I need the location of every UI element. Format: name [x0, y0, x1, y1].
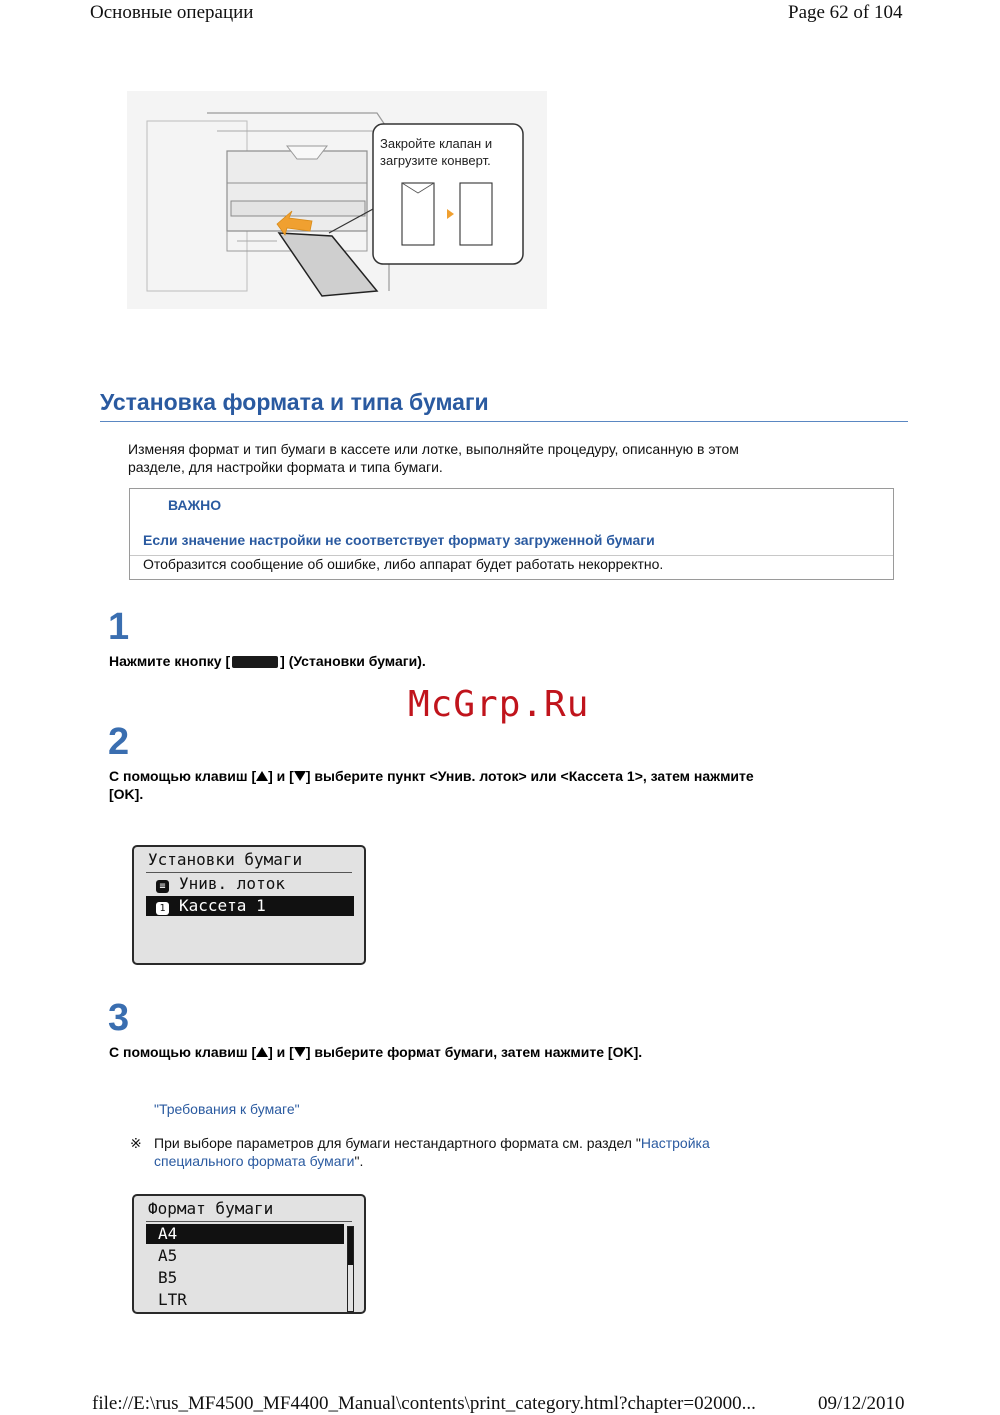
- important-heading: Если значение настройки не соответствует формату загруженной бумаги: [143, 532, 655, 548]
- down-arrow-key-icon: [294, 771, 306, 781]
- step-2-text-a: С помощью клавиш [: [109, 768, 257, 784]
- intro-line-1: Изменяя формат и тип бумаги в кассете или лотке, выполняйте процедуру, описанную в этом: [128, 441, 739, 457]
- watermark: McGrp.Ru: [408, 684, 590, 725]
- callout-text: [380, 135, 492, 169]
- important-label: ВАЖНО: [168, 497, 222, 513]
- printer-illustration: [127, 91, 547, 309]
- section-intro: [128, 440, 888, 476]
- lcd-scrollbar: [347, 1226, 354, 1312]
- header-section-title: Основные операции: [90, 2, 254, 23]
- envelope-loading-figure: [127, 91, 547, 309]
- custom-size-link-part2[interactable]: специального формата бумаги: [154, 1153, 355, 1169]
- step-3-text-a: С помощью клавиш [: [109, 1044, 257, 1060]
- important-text: Отобразится сообщение об ошибке, либо аппарат будет работать некорректно.: [143, 556, 664, 572]
- step-1-number: 1: [108, 606, 130, 648]
- step-2-number: 2: [108, 721, 130, 763]
- step-1-text-after: ] (Установки бумаги).: [280, 653, 426, 669]
- note-text-before: При выборе параметров для бумаги нестандартного формата см. раздел ": [154, 1135, 641, 1151]
- lcd-title-rule: [146, 1221, 352, 1222]
- lcd-paper-settings-title: Установки бумаги: [148, 850, 303, 869]
- step-1-text-before: Нажмите кнопку [: [109, 653, 231, 669]
- lcd-size-option: A4: [146, 1224, 344, 1244]
- lcd-size-option: A5: [158, 1246, 178, 1265]
- lcd-item-multipurpose-tray: [146, 874, 354, 894]
- up-arrow-key-icon: [256, 771, 268, 781]
- step-2-text-b: ] и [: [268, 768, 294, 784]
- step-3-text-b: ] и [: [268, 1044, 294, 1060]
- lcd-item-cassette-1: [146, 896, 354, 916]
- lcd-paper-size: [132, 1194, 366, 1314]
- custom-size-note: [130, 1134, 830, 1170]
- tray-icon: ≡: [156, 880, 169, 893]
- lcd-title-rule: [146, 872, 352, 873]
- note-mark-icon: ※: [130, 1135, 142, 1151]
- lcd-item-label: Кассета 1: [179, 896, 266, 915]
- lcd-item-label: Унив. лоток: [179, 874, 285, 893]
- header-page-number: Page 62 of 104: [788, 2, 903, 23]
- lcd-scrollbar-thumb: [348, 1227, 353, 1265]
- lcd-size-option: B5: [158, 1268, 178, 1287]
- step-2-text-d: [OK].: [109, 786, 144, 802]
- intro-line-2: разделе, для настройки формата и типа бумаги.: [128, 459, 443, 475]
- section-title: Установка формата и типа бумаги: [100, 389, 908, 422]
- step-1-text: [109, 652, 889, 670]
- step-2-text-c: ] выберите пункт <Унив. лоток> или <Кассета 1>, затем нажмите: [305, 768, 754, 784]
- paper-settings-key-icon: [232, 656, 278, 668]
- footer-file-path: file://E:\rus_MF4500_MF4400_Manual\contents\print_category.html?chapter=02000...: [92, 1393, 756, 1414]
- lcd-paper-size-title: Формат бумаги: [148, 1199, 274, 1218]
- callout-line-1: Закройте клапан и: [380, 136, 493, 151]
- lcd-paper-settings: [132, 845, 366, 965]
- step-3-text: [109, 1043, 889, 1061]
- custom-size-link-part1[interactable]: Настройка: [640, 1135, 710, 1151]
- cassette-1-icon: 1: [156, 902, 169, 915]
- footer-date: 09/12/2010: [818, 1393, 905, 1414]
- paper-requirements-link[interactable]: "Требования к бумаге": [154, 1101, 300, 1117]
- up-arrow-key-icon: [256, 1047, 268, 1057]
- step-3-text-c: ] выберите формат бумаги, затем нажмите [OK].: [305, 1044, 643, 1060]
- note-text-after: ".: [354, 1153, 364, 1169]
- down-arrow-key-icon: [294, 1047, 306, 1057]
- lcd-size-option: LTR: [158, 1290, 187, 1309]
- callout-line-2: загрузите конверт.: [380, 153, 491, 168]
- step-3-number: 3: [108, 997, 130, 1039]
- step-2-text: [109, 767, 889, 803]
